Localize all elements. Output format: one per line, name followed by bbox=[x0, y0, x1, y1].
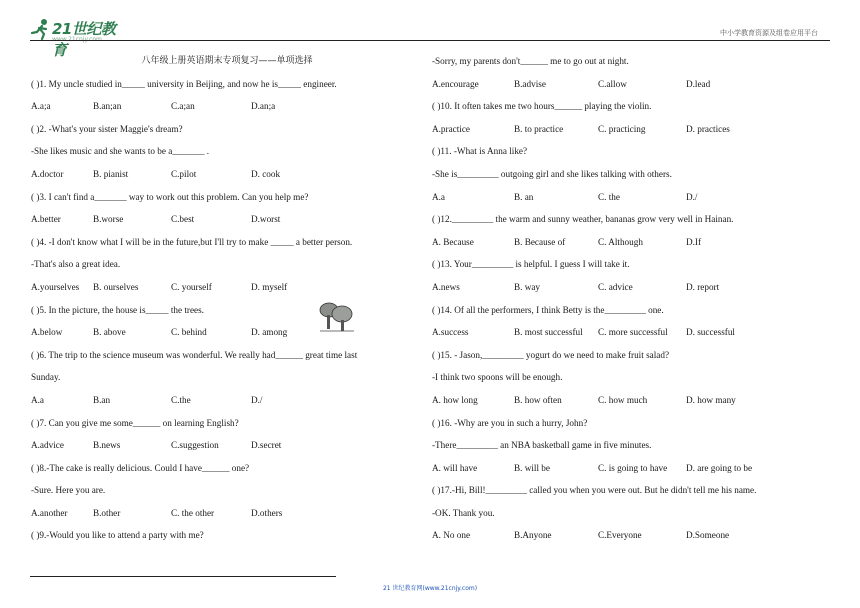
options-row bbox=[432, 393, 832, 416]
footer-divider bbox=[30, 576, 336, 577]
question-line: -She likes music and she wants to be a_______ . bbox=[31, 146, 210, 157]
option-c: C.allow bbox=[598, 78, 627, 89]
option-c: C. Although bbox=[598, 236, 643, 247]
question-line: ( )10. It often takes me two hours______ playing the violin. bbox=[432, 101, 652, 112]
options-row bbox=[31, 167, 423, 190]
question-line: ( )13. Your_________ is helpful. I guess I will take it. bbox=[432, 259, 630, 270]
option-b: B.other bbox=[93, 507, 121, 518]
question-line: ( )1. My uncle studied in_____ university in Beijing, and now he is_____ engineer. bbox=[31, 78, 337, 89]
option-c: C. yourself bbox=[171, 281, 212, 292]
footer-text: 21 世纪教育网(www.21cnjy.com) bbox=[382, 585, 478, 592]
options-row bbox=[432, 235, 832, 258]
option-d: D. how many bbox=[686, 394, 736, 405]
option-a: A.better bbox=[31, 214, 61, 225]
option-a: A.another bbox=[31, 507, 68, 518]
question-line: ( )4. -I don't know what I will be in the future,but I'll try to make _____ a better person. bbox=[31, 236, 353, 247]
option-b: B. pianist bbox=[93, 168, 129, 179]
question-line: ( )7. Can you give me some______ on learning English? bbox=[31, 417, 239, 428]
question-line: -Sorry, my parents don't______ me to go out at night. bbox=[432, 56, 629, 66]
question-line: ( )12._________ the warm and sunny weather, bananas grow very well in Hainan. bbox=[432, 214, 734, 225]
trees-illustration bbox=[318, 301, 356, 333]
question-line: ( )8.-The cake is really delicious. Could I have______ one? bbox=[31, 462, 250, 473]
option-a: A. Because bbox=[432, 236, 474, 247]
options-row bbox=[432, 280, 832, 303]
options-row bbox=[31, 506, 423, 529]
question-line: ( )5. In the picture, the house is_____ the trees. bbox=[31, 304, 204, 315]
question-line: -There_________ an NBA basketball game in five minutes. bbox=[432, 440, 652, 451]
option-d: D./ bbox=[251, 394, 263, 405]
option-a: A.success bbox=[432, 327, 469, 338]
options-row bbox=[31, 212, 423, 235]
option-a: A. will have bbox=[432, 462, 478, 473]
option-a: A.yourselves bbox=[31, 281, 80, 292]
options-row bbox=[432, 190, 832, 213]
option-d: D.lead bbox=[686, 78, 711, 89]
option-b: B. way bbox=[514, 281, 541, 292]
option-b: B. will be bbox=[514, 462, 550, 473]
option-b: B.worse bbox=[93, 214, 124, 225]
option-c: C.Everyone bbox=[598, 530, 642, 541]
question-line: ( )9.-Would you like to attend a party with me? bbox=[31, 530, 204, 541]
option-c: C. advice bbox=[598, 281, 633, 292]
options-row bbox=[31, 393, 423, 416]
question-line: ( )6. The trip to the science museum was wonderful. We really had______ great time last bbox=[31, 349, 358, 360]
option-b: B.an bbox=[93, 394, 111, 405]
option-c: C. behind bbox=[171, 327, 207, 338]
option-a: A.below bbox=[31, 327, 63, 338]
option-b: B. an bbox=[514, 191, 534, 202]
option-b: B.Anyone bbox=[514, 530, 552, 541]
option-a: A. No one bbox=[432, 530, 471, 541]
option-c: C. how much bbox=[598, 394, 648, 405]
option-b: B. to practice bbox=[514, 123, 564, 134]
option-a: A.doctor bbox=[31, 168, 64, 179]
question-line: -I think two spoons will be enough. bbox=[432, 372, 563, 383]
option-c: C.the bbox=[171, 394, 191, 405]
option-b: B. ourselves bbox=[93, 281, 139, 292]
option-a: A.news bbox=[432, 281, 460, 292]
option-a: A.encourage bbox=[432, 78, 479, 89]
question-line: ( )11. -What is Anna like? bbox=[432, 146, 528, 157]
option-b: B. how often bbox=[514, 394, 562, 405]
question-line: Sunday. bbox=[31, 372, 61, 383]
options-row bbox=[432, 325, 832, 348]
options-row bbox=[432, 528, 832, 551]
left-column bbox=[31, 54, 423, 551]
option-d: D. practices bbox=[686, 123, 730, 134]
option-d: D.Someone bbox=[686, 530, 730, 541]
option-d: D.others bbox=[251, 507, 283, 518]
question-line: ( )2. -What's your sister Maggie's dream? bbox=[31, 123, 183, 134]
options-row bbox=[31, 280, 423, 303]
options-row bbox=[31, 438, 423, 461]
option-a: A.a bbox=[432, 191, 446, 202]
runner-logo-icon bbox=[30, 18, 52, 40]
option-d: D. are going to be bbox=[686, 462, 753, 473]
option-d: D. among bbox=[251, 327, 288, 338]
option-d: D. myself bbox=[251, 281, 288, 292]
option-c: C. more successful bbox=[598, 327, 668, 338]
option-d: D.If bbox=[686, 236, 702, 247]
question-line: -That's also a great idea. bbox=[31, 259, 121, 270]
question-line: -Sure. Here you are. bbox=[31, 485, 106, 496]
option-a: A.a;a bbox=[31, 101, 51, 112]
option-c: C.suggestion bbox=[171, 440, 219, 451]
option-d: D.worst bbox=[251, 214, 281, 225]
header-divider bbox=[30, 40, 830, 41]
option-a: A.a bbox=[31, 394, 45, 405]
option-d: D./ bbox=[686, 191, 698, 202]
page-title: 八年级上册英语期末专项复习——单项选择 bbox=[141, 56, 313, 66]
brand-name: 21世纪教育 bbox=[52, 20, 116, 59]
option-c: C. the other bbox=[171, 507, 215, 518]
option-c: C.best bbox=[171, 214, 195, 225]
question-line: -OK. Thank you. bbox=[432, 507, 495, 518]
option-a: A.practice bbox=[432, 123, 471, 134]
option-a: A. how long bbox=[432, 394, 478, 405]
options-row bbox=[31, 325, 423, 348]
option-a: A.advice bbox=[31, 440, 64, 451]
question-line: ( )3. I can't find a_______ way to work out this problem. Can you help me? bbox=[31, 191, 309, 202]
option-d: D.an;a bbox=[251, 101, 276, 112]
option-d: D.secret bbox=[251, 440, 282, 451]
question-line: ( )16. -Why are you in such a hurry, John? bbox=[432, 417, 588, 428]
option-d: D. successful bbox=[686, 327, 735, 338]
platform-name: 中小学教育资源及组卷应用平台 bbox=[720, 29, 818, 37]
option-c: C.pilot bbox=[171, 168, 197, 179]
question-line: ( )17.-Hi, Bill!_________ called you when you were out. But he didn't tell me his name. bbox=[432, 485, 757, 496]
option-d: D. cook bbox=[251, 168, 281, 179]
option-b: B. above bbox=[93, 327, 126, 338]
option-b: B.advise bbox=[514, 78, 546, 89]
option-d: D. report bbox=[686, 281, 720, 292]
question-line: -She is_________ outgoing girl and she likes talking with others. bbox=[432, 168, 672, 179]
brand-url: www.21cnjy.com bbox=[52, 36, 102, 43]
options-row bbox=[31, 99, 423, 122]
question-line: ( )14. Of all the performers, I think Betty is the_________ one. bbox=[432, 304, 664, 315]
question-line: ( )15. - Jason,_________ yogurt do we need to make fruit salad? bbox=[432, 349, 670, 360]
option-b: B. Because of bbox=[514, 236, 566, 247]
option-c: C. is going to have bbox=[598, 462, 668, 473]
option-b: B.news bbox=[93, 440, 121, 451]
option-c: C.a;an bbox=[171, 101, 195, 112]
option-c: C. the bbox=[598, 191, 620, 202]
options-row bbox=[432, 122, 832, 145]
option-b: B. most successful bbox=[514, 327, 583, 338]
options-row bbox=[432, 77, 832, 100]
options-row bbox=[432, 461, 832, 484]
right-column bbox=[432, 54, 832, 551]
option-c: C. practicing bbox=[598, 123, 646, 134]
option-b: B.an;an bbox=[93, 101, 122, 112]
